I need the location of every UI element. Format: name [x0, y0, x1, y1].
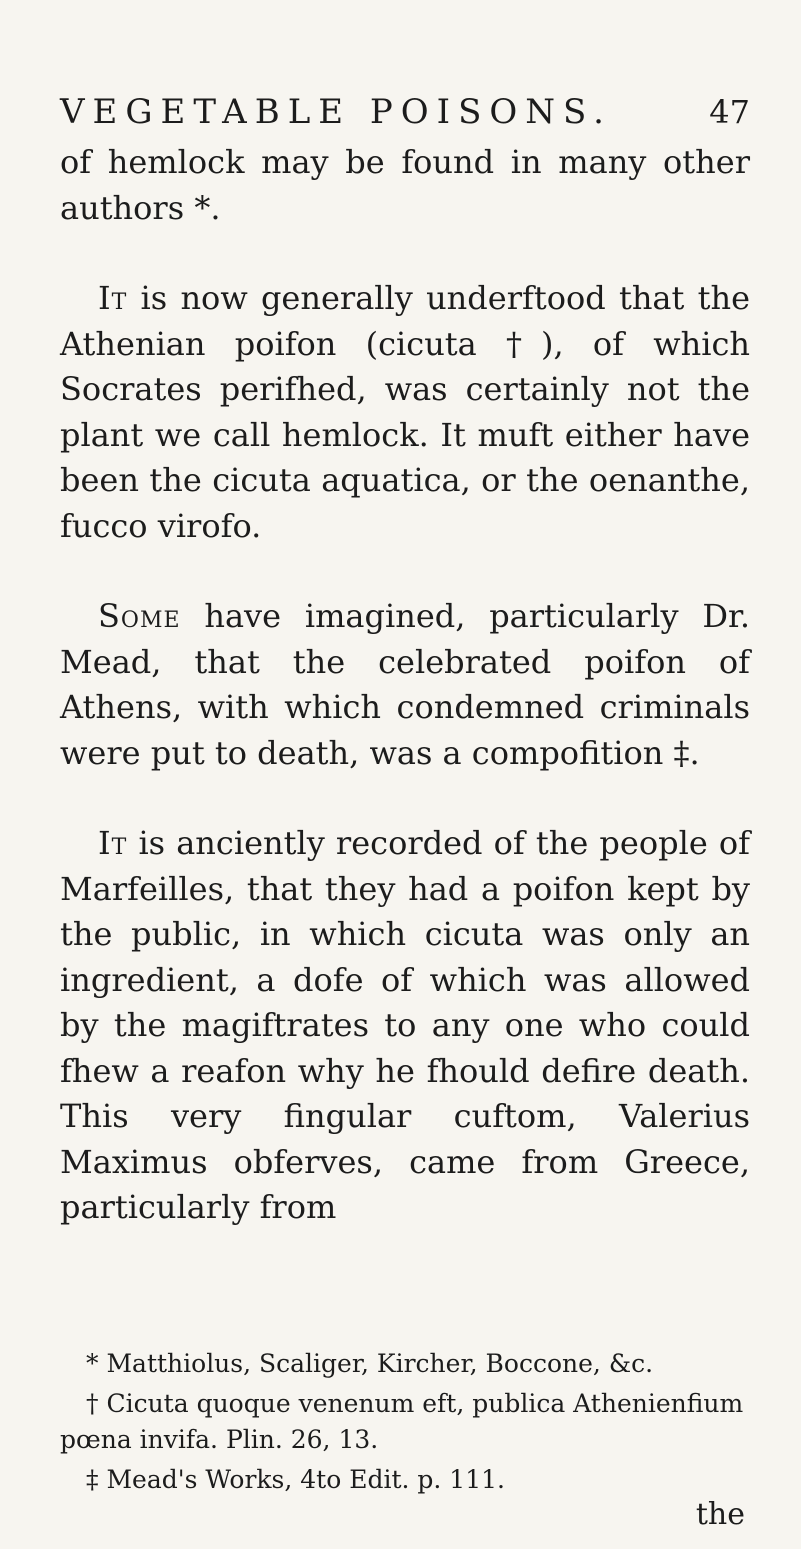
paragraph-lead: Some [98, 597, 181, 635]
paragraph-text: is now generally underftood that the Athenian poifon (cicuta †), of which Socrates perifhed, was certainly not the plant we call hemlock. It muft either have been the cicuta aquatica, or the oenanthe, fucco virofo. [60, 279, 750, 545]
paragraph-marseilles [60, 821, 750, 1231]
footnotes [60, 1346, 750, 1502]
paragraph-lead: It [98, 279, 128, 317]
paragraph-text: of hemlock may be found in many other authors *. [60, 143, 750, 227]
footnote-double-dagger: ‡ Mead's Works, 4to Edit. p. 111. [86, 1465, 505, 1494]
body-text [60, 140, 750, 1231]
running-head-title: VEGETABLE POISONS. [60, 92, 612, 132]
paragraph-text: have imagined, particularly Dr. Mead, that the celebrated poifon of Athens, with which condemned criminals were put to death, was a compofition ‡. [60, 597, 750, 772]
running-head [60, 88, 750, 136]
paragraph-lead: It [98, 824, 128, 862]
paragraph-dr-mead [60, 594, 750, 776]
catchword: the [695, 1497, 745, 1532]
paragraph-athenian-poison [60, 276, 750, 549]
page-number: 47 [709, 93, 750, 131]
paragraph-text: is anciently recorded of the people of Marfeilles, that they had a poifon kept by the public, in which cicuta was only an ingredient, a dofe of which was allowed by the magiftrates to any one who could fhew a reafon why he fhould defire death. This very fingular cuftom, Valerius Maximus obferves, came from Greece, particularly from [60, 824, 750, 1226]
footnote-asterisk: * Matthiolus, Scaliger, Kircher, Boccone, &c. [86, 1349, 654, 1378]
footnote-dagger: † Cicuta quoque venenum eft, publica Athenienfium pœna invifa. Plin. 26, 13. [60, 1389, 744, 1454]
paragraph-continuation [60, 140, 750, 231]
